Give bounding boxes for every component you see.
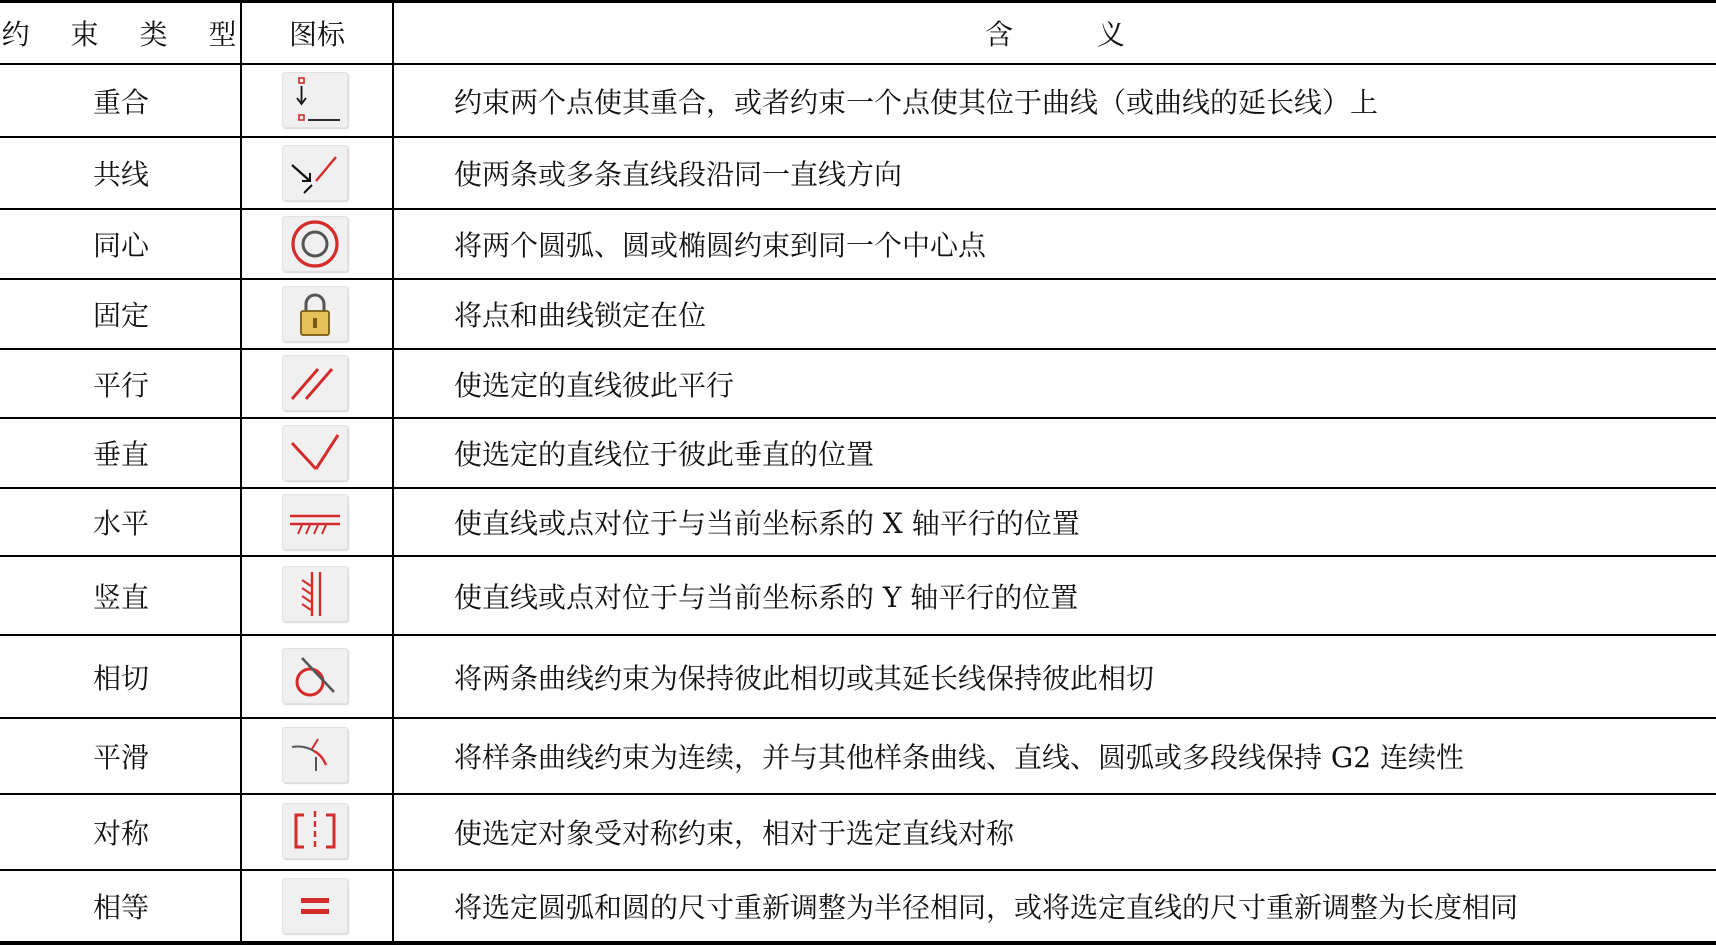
vertical-icon — [282, 566, 348, 622]
coincident-icon — [282, 72, 348, 128]
constraint-type: 共线 — [92, 158, 149, 191]
constraint-type: 重合 — [92, 85, 149, 119]
constraint-meaning: 将样条曲线约束为连续，并与其他样条曲线、直线、圆弧或多段线保持 G2 连续性 — [454, 741, 1464, 774]
tangent-icon — [282, 648, 348, 704]
constraint-meaning: 将两条曲线约束为保持彼此相切或其延长线保持彼此相切 — [454, 661, 1155, 695]
lock-icon — [282, 286, 348, 342]
constraint-meaning: 将两个圆弧、圆或椭圆约束到同一个中心点 — [454, 229, 987, 262]
symmetric-icon — [282, 803, 348, 859]
constraint-meaning: 约束两个点使其重合，或者约束一个点使其位于曲线（或曲线的延长线）上 — [454, 85, 1379, 119]
constraint-type: 水平 — [92, 507, 149, 540]
parallel-icon — [282, 355, 348, 411]
constraint-type: 同心 — [92, 229, 149, 262]
constraint-type: 相等 — [92, 891, 149, 924]
equal-icon — [282, 878, 348, 934]
table-bottom-rule — [0, 941, 1716, 945]
smooth-icon — [282, 727, 348, 783]
header-meaning-char-1: 含 — [984, 18, 1013, 51]
constraint-meaning: 使选定的直线彼此平行 — [454, 368, 735, 402]
constraint-meaning: 使两条或多条直线段沿同一直线方向 — [454, 158, 903, 191]
constraint-type: 竖直 — [92, 580, 149, 614]
concentric-icon — [282, 216, 348, 272]
constraint-type: 平滑 — [92, 741, 149, 774]
constraint-type: 对称 — [92, 817, 149, 850]
constraint-type: 平行 — [92, 368, 149, 402]
header-icon: 图标 — [288, 18, 345, 51]
constraint-type: 固定 — [92, 299, 149, 332]
header-meaning — [394, 3, 1716, 63]
perpendicular-icon — [282, 425, 348, 481]
collinear-icon — [282, 145, 348, 201]
constraint-meaning: 将选定圆弧和圆的尺寸重新调整为半径相同，或将选定直线的尺寸重新调整为长度相同 — [454, 891, 1519, 924]
constraint-meaning: 使直线或点对位于与当前坐标系的 Y 轴平行的位置 — [454, 580, 1079, 614]
column-rule — [392, 0, 394, 945]
header-type: 约 束 类 型 — [1, 18, 253, 51]
constraint-meaning: 使直线或点对位于与当前坐标系的 X 轴平行的位置 — [454, 507, 1080, 540]
header-meaning-char-2: 义 — [1097, 18, 1126, 51]
constraint-meaning: 将点和曲线锁定在位 — [454, 299, 707, 332]
constraint-meaning: 使选定对象受对称约束，相对于选定直线对称 — [454, 817, 1015, 850]
constraint-meaning: 使选定的直线位于彼此垂直的位置 — [454, 438, 875, 471]
constraint-type: 垂直 — [92, 438, 149, 471]
constraint-type: 相切 — [92, 661, 149, 695]
horizontal-icon — [282, 494, 348, 550]
